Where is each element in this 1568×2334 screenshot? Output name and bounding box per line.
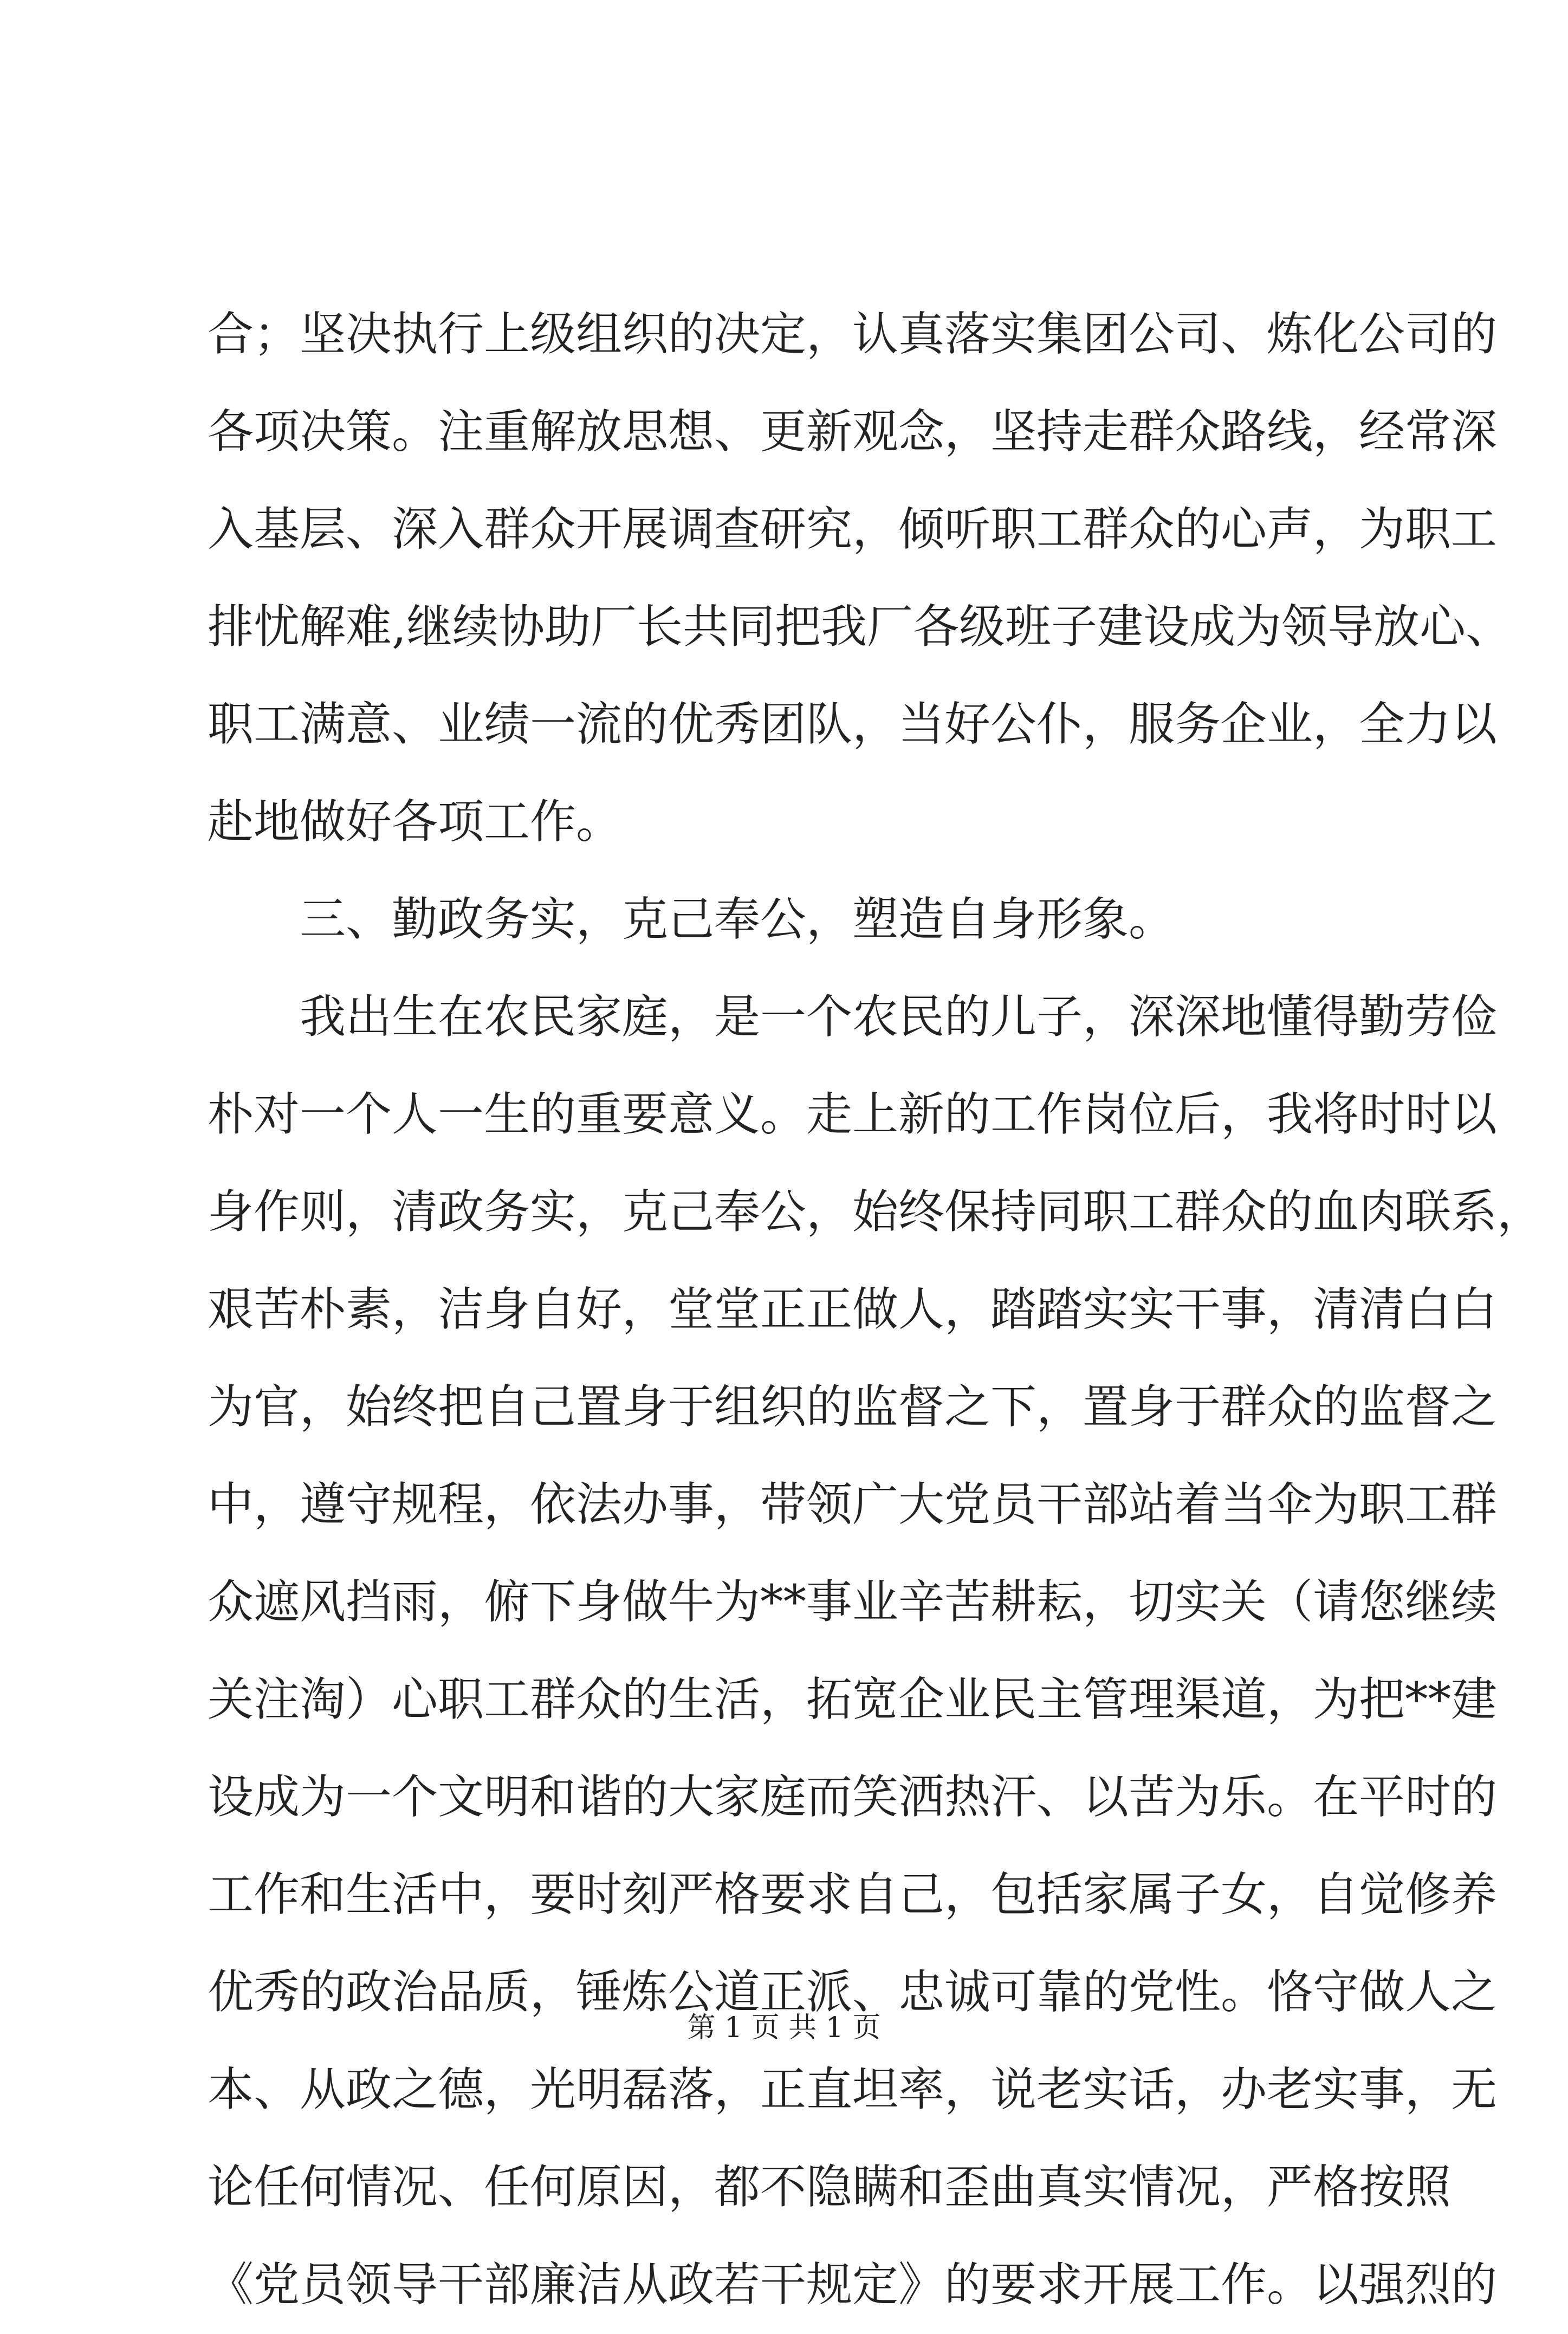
text-line: 合；坚决执行上级组织的决定，认真落实集团公司、炼化公司的 [208,308,1498,361]
text-line: 本、从政之德，光明磊落，正直坦率，说老实话，办老实事，无 [208,2063,1498,2117]
text-line: 排忧解难,继续协助厂长共同把我厂各级班子建设成为领导放心、 [208,600,1512,654]
text-line: 众遮风挡雨，俯下身做牛为**事业辛苦耕耘，切实关（请您继续 [208,1576,1498,1629]
text-line: 关注淘）心职工群众的生活，拓宽企业民主管理渠道，为把**建 [208,1673,1498,1727]
text-line: 艰苦朴素，洁身自好，堂堂正正做人，踏踏实实干事，清清白白 [208,1283,1498,1337]
text-line: 中，遵守规程，依法办事，带领广大党员干部站着当伞为职工群 [208,1478,1498,1532]
text-line: 入基层、深入群众开展调查研究，倾听职工群众的心声，为职工 [208,503,1498,556]
text-line: 优秀的政治品质，锤炼公道正派、忠诚可靠的党性。恪守做人之 [208,1966,1498,2019]
text-line: 赴地做好各项工作。 [208,795,623,849]
text-line: 《党员领导干部廉洁从政若干规定》的要求开展工作。以强烈的 [208,2258,1498,2312]
text-line: 工作和生活中，要时刻严格要求自己，包括家属子女，自觉修养 [208,1868,1498,1922]
section-heading: 三、勤政务实，克己奉公，塑造自身形象。 [300,893,1175,946]
text-line: 为官，始终把自己置身于组织的监督之下，置身于群众的监督之 [208,1380,1498,1434]
text-line: 朴对一个人一生的重要意义。走上新的工作岗位后，我将时时以 [208,1088,1498,1142]
text-line: 身作则，清政务实，克己奉公，始终保持同职工群众的血肉联系， [208,1185,1544,1239]
text-line: 论任何情况、任何原因，都不隐瞒和歪曲真实情况，严格按照 [208,2161,1452,2214]
text-line: 我出生在农民家庭，是一个农民的儿子，深深地懂得勤劳俭 [300,990,1498,1044]
text-line: 职工满意、业绩一流的优秀团队，当好公仆，服务企业，全力以 [208,698,1498,751]
text-line: 设成为一个文明和谐的大家庭而笑洒热汗、以苦为乐。在平时的 [208,1771,1498,1824]
text-line: 各项决策。注重解放思想、更新观念，坚持走群众路线，经常深 [208,405,1498,459]
page-number-footer: 第 1 页 共 1 页 [687,2012,881,2044]
